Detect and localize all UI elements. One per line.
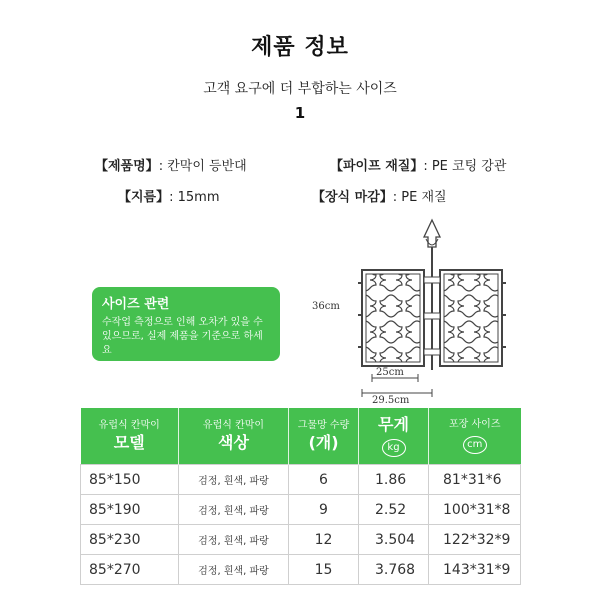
spec-product-name [95,155,247,174]
cell-package-size: 122*32*9 [429,525,521,555]
header-model: 유럽식 칸막이 모델 [81,408,179,465]
spec-product-name-value: : 칸막이 등반대 [158,159,247,174]
cell-color: 검정, 흰색, 파랑 [179,495,289,525]
inner-width-label: 25cm [376,367,404,378]
header-net-count: 그물망 수량 (개) [289,408,359,465]
cell-package-size: 100*31*8 [429,495,521,525]
spec-pipe-material-key: 【파이프 재질】 [330,159,424,174]
spec-diameter-value: : 15mm [169,190,220,205]
cell-weight: 3.504 [359,525,429,555]
spec-pipe-material [330,155,506,174]
header-package-size: 포장 사이즈 cm [429,408,521,465]
spec-finish-key: 【장식 마감】 [312,190,393,205]
cell-model: 85*270 [81,555,179,585]
spec-finish [312,186,447,205]
table-header-row [81,408,521,465]
spec-pipe-material-value: : PE 코팅 강관 [423,159,507,174]
cell-package-size: 81*31*6 [429,465,521,495]
size-note-title: 사이즈 관련 [102,297,170,312]
spec-product-name-key: 【제품명】 [95,159,159,174]
spec-diameter-key: 【지름】 [118,190,170,205]
cell-net-count: 6 [289,465,359,495]
size-note-body: 수작업 측정으로 인해 오차가 있을 수 있으므로, 실제 제품을 기준으로 하세요 [102,317,263,356]
size-spec-table [80,408,521,585]
table-row [81,525,521,555]
cell-net-count: 15 [289,555,359,585]
fence-panel-left [358,270,424,366]
cell-net-count: 12 [289,525,359,555]
cell-weight: 1.86 [359,465,429,495]
header-color: 유럽식 칸막이 색상 [179,408,289,465]
cell-color: 검정, 흰색, 파랑 [179,525,289,555]
table-row [81,495,521,525]
fence-dimension-diagram [300,215,540,405]
cell-color: 검정, 흰색, 파랑 [179,465,289,495]
page-title: 제품 정보 [251,35,349,60]
cell-model: 85*150 [81,465,179,495]
fence-panel-right [440,270,506,366]
cell-model: 85*190 [81,495,179,525]
section-number: 1 [294,104,306,122]
package-unit-badge: cm [463,436,487,454]
fence-finial-icon [424,220,440,247]
cell-weight: 3.768 [359,555,429,585]
cell-color: 검정, 흰색, 파랑 [179,555,289,585]
cell-model: 85*230 [81,525,179,555]
page-subtitle: 고객 요구에 더 부합하는 사이즈 [203,81,397,97]
header-weight: 무게 kg [359,408,429,465]
cell-net-count: 9 [289,495,359,525]
spec-diameter [118,186,220,205]
size-note-card [92,287,280,361]
table-row [81,465,521,495]
cell-weight: 2.52 [359,495,429,525]
cell-package-size: 143*31*9 [429,555,521,585]
spec-finish-value: : PE 재질 [392,190,447,205]
outer-width-label: 29.5cm [372,395,410,405]
weight-unit-badge: kg [382,439,406,457]
table-row [81,555,521,585]
height-label: 36cm [312,301,340,312]
